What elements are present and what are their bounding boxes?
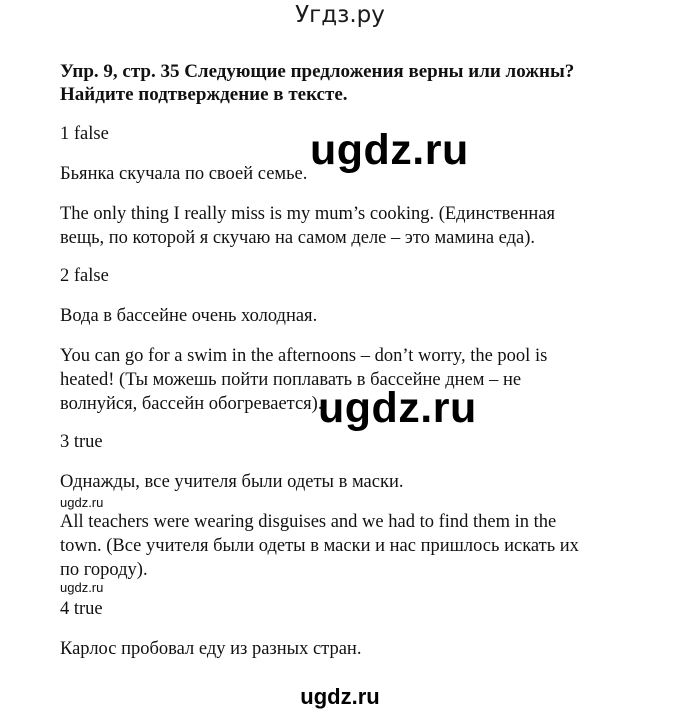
quote-2-line-3: волнуйся, бассейн обогревается). xyxy=(60,394,323,414)
exercise-heading-line1: Упр. 9, стр. 35 Следующие предложения верны или ложны? xyxy=(60,61,575,82)
quote-2-line-1: You can go for a swim in the afternoons – don’t worry, the pool is xyxy=(60,346,548,366)
watermark-large-2: ugdz.ru xyxy=(318,384,477,432)
site-title: Угдз.ру xyxy=(295,2,385,28)
quote-1-line-1: The only thing I really miss is my mum’s cooking. (Единственная xyxy=(60,204,556,224)
statement-1: Бьянка скучала по своей семье. xyxy=(60,164,308,184)
statement-4: Карлос пробовал еду из разных стран. xyxy=(60,639,362,659)
quote-3-line-1: All teachers were wearing disguises and we had to find them in the xyxy=(60,512,557,532)
answer-2: 2 false xyxy=(60,266,109,286)
quote-1-line-2: вещь, по которой я скучаю на самом деле – это мамина еда). xyxy=(60,228,536,248)
answer-1: 1 false xyxy=(60,124,109,144)
statement-3: Однажды, все учителя были одеты в маски. xyxy=(60,472,404,492)
statement-2: Вода в бассейне очень холодная. xyxy=(60,306,318,326)
watermark-large-1: ugdz.ru xyxy=(310,126,469,174)
quote-3-line-3: по городу). xyxy=(60,560,148,580)
exercise-heading xyxy=(60,60,640,106)
answer-4: 4 true xyxy=(60,599,103,619)
watermark-bottom: ugdz.ru xyxy=(300,684,380,709)
watermark-small-2: ugdz.ru xyxy=(60,580,104,595)
answer-3: 3 true xyxy=(60,432,103,452)
quote-3-line-2: town. (Все учителя были одеты в маски и нас пришлось искать их xyxy=(60,536,579,556)
exercise-heading-line2: Найдите подтверждение в тексте. xyxy=(60,84,348,105)
quote-2-line-2: heated! (Ты можешь пойти поплавать в бассейне днем – не xyxy=(60,370,522,390)
watermark-small-1: ugdz.ru xyxy=(60,495,104,510)
